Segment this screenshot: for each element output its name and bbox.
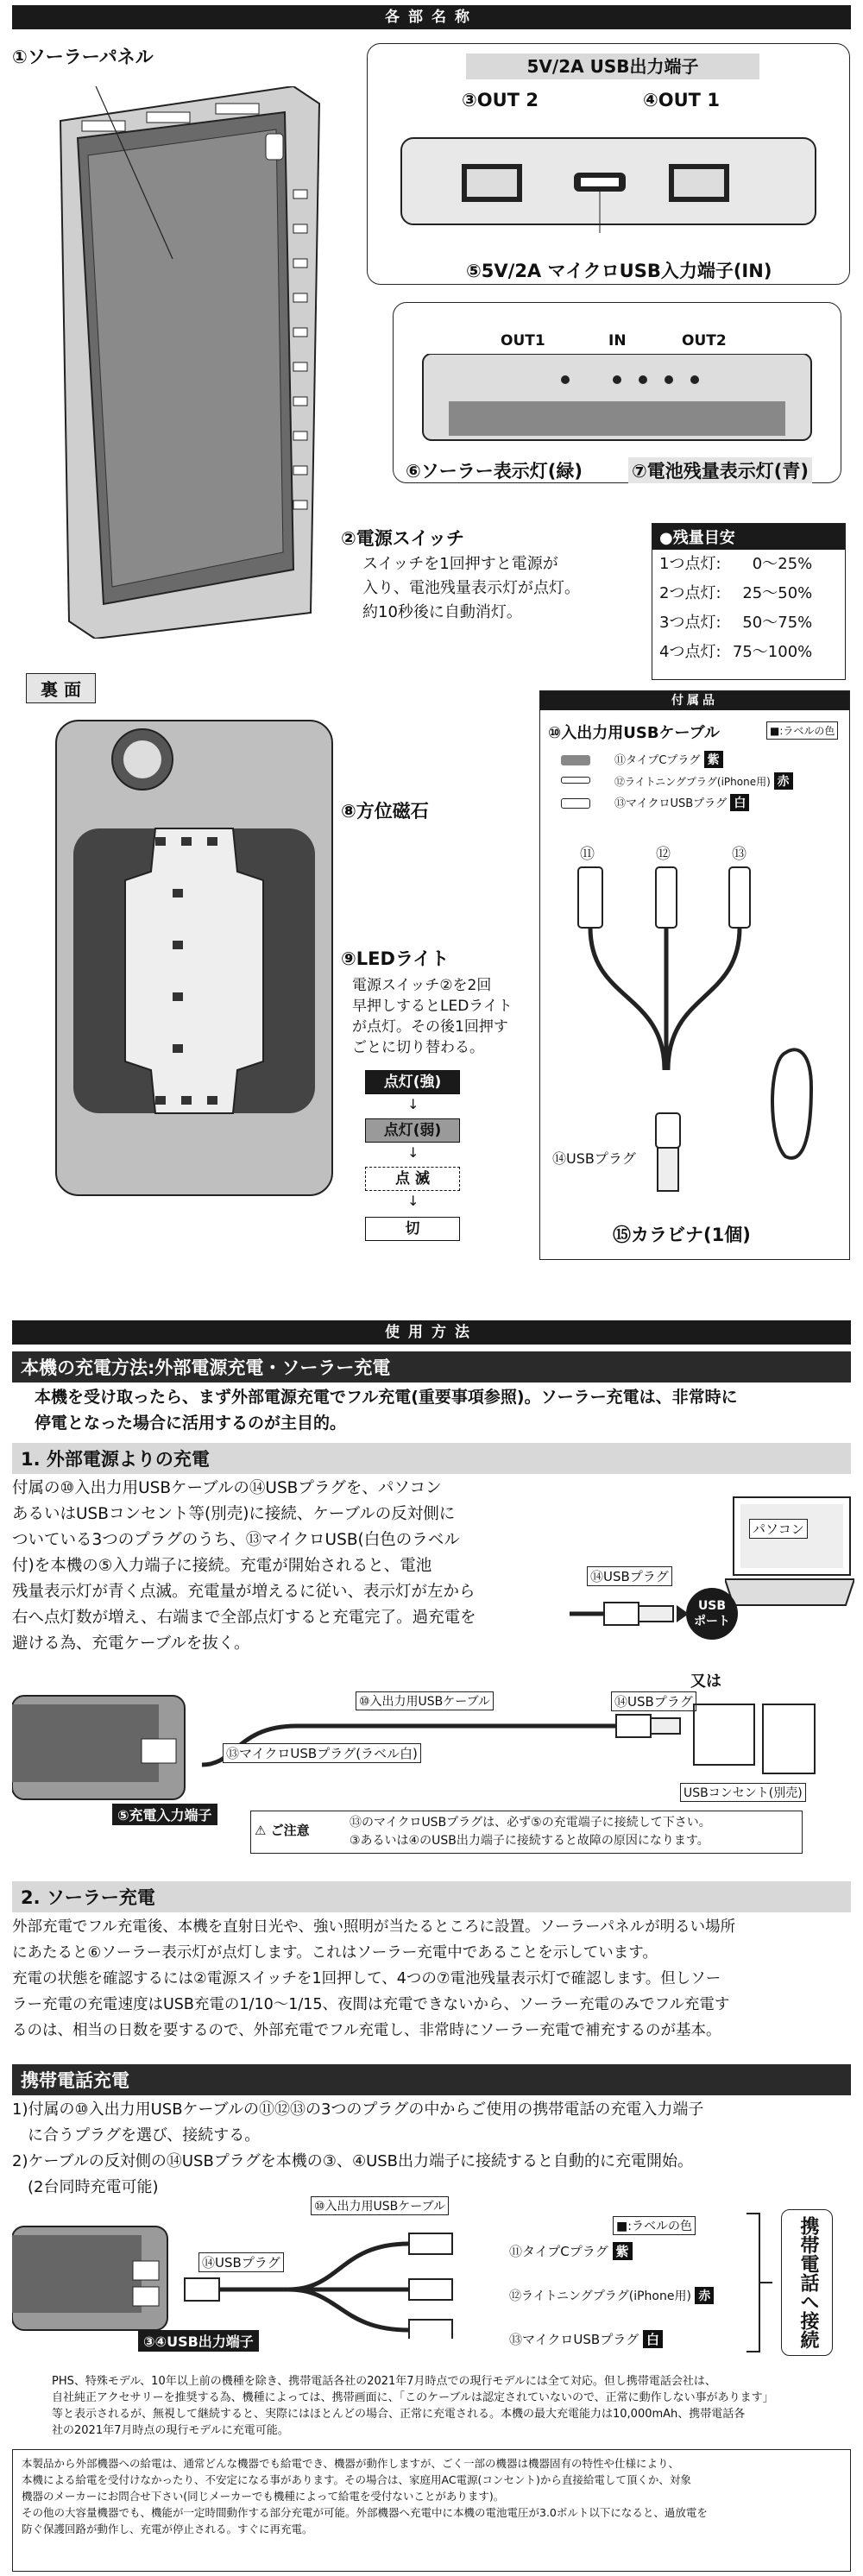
phone-line: に合うプラグを選び、接続する。 xyxy=(12,2126,261,2145)
solar-line: 外部充電でフル充電後、本機を直射日光や、強い照明が当たるところに設置。ソーラーパネルが明るい場所 xyxy=(12,1918,736,1936)
acc-usb-plug: ⑭USBプラグ xyxy=(552,1150,636,1167)
solar-line: 充電の状態を確認するには②電源スイッチを1回押して、4つの⑦電池残量表示灯で確認します。但しソー xyxy=(12,1970,721,1987)
phone-title: 携帯電話充電 xyxy=(12,2064,851,2095)
phone-body xyxy=(12,2097,703,2201)
label-solar-led: ⑥ソーラー表示灯(緑) xyxy=(406,461,583,482)
plug-swatch-lightning xyxy=(561,777,590,784)
phone-note-line: 等と表示されるが、無視して継続すると、実際にはほとんどの場合、正常に充電される。本機の最大充電能力は10,000mAh、携帯電話各 xyxy=(52,2408,746,2421)
phone-line: (2台同時充電可能) xyxy=(12,2178,159,2196)
plug-typec: ⑪タイプCプラグ 紫 xyxy=(614,751,723,768)
num-12: ⑫ xyxy=(656,846,671,863)
label-battery-led: ⑦電池残量表示灯(青) xyxy=(628,457,812,483)
caution-text xyxy=(350,1814,711,1850)
charge-in-label: ⑤充電入力端子 xyxy=(112,1804,217,1825)
or-text: 又は xyxy=(690,1672,721,1691)
pc-illustration xyxy=(725,1493,854,1614)
usb-plug-illustration-1 xyxy=(570,1592,690,1635)
arrow: ↓ xyxy=(407,1144,419,1161)
num-13: ⑬ xyxy=(732,846,746,863)
usb-outlet-label: USBコンセント(別売) xyxy=(680,1783,806,1802)
micro-plug-label: ⑬マイクロUSBプラグ(ラベル白) xyxy=(223,1743,421,1763)
led-desc-line: 早押しするとLEDライト xyxy=(352,998,513,1015)
mode-off: 切 xyxy=(365,1217,460,1241)
solar-line: にあたると⑥ソーラー表示灯が点灯します。これはソーラー充電中であることを示しています。 xyxy=(12,1944,658,1962)
phone-line: 1)付属の⑩入出力用USBケーブルの⑪⑫⑬の3つのプラグの中からご使用の携帯電話の充電入力端子 xyxy=(12,2100,704,2119)
phone-line: 2)ケーブルの反対側の⑭USBプラグを本機の③、④USB出力端子に接続すると自動的に充電開始。 xyxy=(12,2152,694,2170)
phone-plug-lightning: ⑫ライトニングプラグ(iPhone用) 赤 xyxy=(509,2287,714,2304)
phone-connect-label: 携帯電話へ接続 xyxy=(781,2209,833,2356)
ext-line: ついている3つのプラグのうち、⑬マイクロUSB(白色のラベル xyxy=(12,1531,460,1549)
phone-note-line: 社の2021年7月時点の現行モデルに充電可能。 xyxy=(52,2424,289,2437)
ext-line: 付属の⑩入出力用USBケーブルの⑭USBプラグを、パソコン xyxy=(12,1479,442,1497)
label-micro-in: ⑤5V/2A マイクロUSB入力端子(IN) xyxy=(466,261,772,281)
bracket xyxy=(742,2209,777,2356)
power-desc xyxy=(362,552,580,625)
cable-title: ⑩入出力用USBケーブル xyxy=(548,724,720,742)
intro-line: 停電となった場合に活用するのが主目的。 xyxy=(35,1414,347,1433)
power-desc-line: スイッチを1回押すと電源が xyxy=(362,555,558,573)
ext-line: 避ける為、充電ケーブルを抜く。 xyxy=(12,1634,250,1653)
led-desc-line: 電源スイッチ②を2回 xyxy=(352,977,492,994)
label-back: 裏 面 xyxy=(26,673,96,703)
phone-plug-micro: ⑬マイクロUSBプラグ 白 xyxy=(509,2330,663,2348)
plug-swatch-micro xyxy=(561,798,590,809)
footer-line: 防ぐ保護回路が動作し、充電が停止される。すぐに再充電。 xyxy=(22,2522,313,2535)
remaining-row: 1つ点灯: 0〜25% xyxy=(659,555,813,573)
phone-usb-plug: ⑭USBプラグ xyxy=(198,2252,284,2272)
phone-label-color: ■:ラベルの色 xyxy=(613,2216,696,2235)
remaining-row: 3つ点灯: 50〜75% xyxy=(659,614,813,632)
usage-intro xyxy=(35,1384,738,1436)
usb-port-badge: USB ポート xyxy=(686,1588,738,1640)
ext-line: 残量表示灯が青く点滅。充電量が増えるに従い、表示灯が左から xyxy=(12,1583,476,1601)
phone-cable-label: ⑩入出力用USBケーブル xyxy=(311,2196,449,2215)
label-color-legend: ■:ラベルの色 xyxy=(766,721,838,740)
port-out1-text: OUT1 xyxy=(501,332,545,350)
num-11: ⑪ xyxy=(580,846,595,863)
section-header-parts: 各部名称 xyxy=(12,5,851,29)
port-in-text: IN xyxy=(608,332,627,350)
phone-note-line: 自社純正アクセサリーを推奨する為、機種によっては、携帯画面に、「このケーブルは認定されていないので、正常に動作しない事があります」 xyxy=(52,2391,774,2404)
plug-micro: ⑬マイクロUSBプラグ 白 xyxy=(614,794,749,811)
led-desc-line: が点灯。その後1回押す xyxy=(352,1018,508,1036)
label-solar-panel: ①ソーラーパネル xyxy=(12,47,154,67)
section-header-usage: 使用方法 xyxy=(12,1320,851,1345)
footer-note xyxy=(12,2449,851,2572)
solar-title: 2. ソーラー充電 xyxy=(12,1881,851,1912)
remaining-title: ●残量目安 xyxy=(652,524,845,550)
charge-method: 本機の充電方法:外部電源充電・ソーラー充電 xyxy=(12,1351,851,1382)
led-indicators-illustration xyxy=(406,354,828,449)
cable-label-1: ⑩入出力用USBケーブル xyxy=(356,1691,494,1710)
solar-body xyxy=(12,1914,735,2044)
footer-line: 本製品から外部機器への給電は、通常どんな機器でも給電でき、機器が動作しますが、ごく一部の機器は機器固有の特性や仕様により、 xyxy=(22,2457,680,2470)
phone-plug-typec: ⑪タイプCプラグ 紫 xyxy=(509,2242,633,2260)
plug-lightning: ⑫ライトニングプラグ(iPhone用) 赤 xyxy=(614,772,793,790)
ext-line: あるいはUSBコンセント等(別売)に接続、ケーブルの反対側に xyxy=(12,1505,456,1523)
port-out2-text: OUT2 xyxy=(682,332,727,350)
phone-charge-diagram xyxy=(12,2218,495,2339)
caution-line: ⑬のマイクロUSBプラグは、必ず⑤の充電端子に接続して下さい。 xyxy=(350,1816,711,1830)
caution-line: ③あるいは④のUSB出力端子に接続すると故障の原因になります。 xyxy=(350,1834,709,1848)
power-desc-line: 入り、電池残量表示灯が点灯。 xyxy=(362,579,580,597)
carabiner: ⑮カラビナ(1個) xyxy=(613,1225,751,1245)
phone-note xyxy=(52,2373,774,2439)
remaining-row: 4つ点灯: 75〜100% xyxy=(659,643,813,661)
remaining-row: 2つ点灯: 25〜50% xyxy=(659,584,813,602)
plug-swatch-typec xyxy=(561,755,590,765)
output-title: 5V/2A USB出力端子 xyxy=(466,54,759,79)
ext-title: 1. 外部電源よりの充電 xyxy=(12,1443,851,1474)
device-front-illustration xyxy=(35,86,328,639)
arrow: ↓ xyxy=(407,1193,419,1209)
label-out1: ④OUT 1 xyxy=(643,90,720,110)
arrow: ↓ xyxy=(407,1096,419,1112)
ports-illustration xyxy=(393,121,824,242)
led-desc xyxy=(352,975,513,1058)
phone-out-ports: ③④USB出力端子 xyxy=(138,2330,259,2352)
label-power-switch: ②電源スイッチ xyxy=(341,528,464,549)
solar-line: るのは、相当の日数を要するので、外部充電でフル充電し、非常時にソーラー充電で補充するのが基本。 xyxy=(12,2022,721,2039)
footer-line: 機器のメーカーにお問合せ下さい(同じメーカーでも機種によって給電を受付ないことがあります)。 xyxy=(22,2490,505,2503)
solar-line: ラー充電の充電速度はUSB充電の1/10〜1/15、夜間は充電できないから、ソーラー充電のみでフル充電す xyxy=(12,1996,730,2013)
phone-note-line: PHS、特殊モデル、10年以上前の機種を除き、携帯電話各社の2021年7月時点での現行モデルには全て対応。但し携帯電話会社は、 xyxy=(52,2375,716,2388)
accessories-title: 付属品 xyxy=(540,691,849,710)
label-out2: ③OUT 2 xyxy=(462,90,539,110)
ext-line: 右へ点灯数が増え、右端まで全部点灯すると充電完了。過充電を xyxy=(12,1609,476,1627)
power-desc-line: 約10秒後に自動消灯。 xyxy=(362,603,522,621)
mode-strong: 点灯(強) xyxy=(365,1070,460,1094)
label-compass: ⑧方位磁石 xyxy=(341,801,429,822)
label-led-light: ⑨LEDライト xyxy=(341,948,450,969)
mode-blink: 点 滅 xyxy=(365,1167,460,1191)
ext-line: 付)を本機の⑤入力端子に接続。充電が開始されると、電池 xyxy=(12,1557,432,1575)
footer-line: その他の大容量機器でも、機能が一定時間動作する部分充電が可能。外部機器へ充電中に本機の電池電圧が3.0ボルト以下になると、過放電を xyxy=(22,2506,708,2519)
caution-icon: ⚠ ご注意 xyxy=(255,1823,310,1838)
intro-line: 本機を受け取ったら、まず外部電源充電でフル充電(重要事項参照)。ソーラー充電は、非常時に xyxy=(35,1388,738,1407)
led-desc-line: ごとに切り替わる。 xyxy=(352,1039,484,1056)
ext-body xyxy=(12,1476,476,1657)
usage-usb-plug: ⑭USBプラグ xyxy=(587,1566,672,1586)
remaining-table xyxy=(652,523,846,680)
pc-label: パソコン xyxy=(749,1519,808,1539)
usb-plug-label-2: ⑭USBプラグ xyxy=(611,1691,696,1711)
mode-weak: 点灯(弱) xyxy=(365,1118,460,1143)
device-back-illustration xyxy=(52,716,337,1200)
footer-line: 本機による給電を受付けなかったり、不安定になる事があります。その場合は、家庭用AC電源(コンセント)から直接給電して頂くか、対象 xyxy=(22,2473,691,2486)
